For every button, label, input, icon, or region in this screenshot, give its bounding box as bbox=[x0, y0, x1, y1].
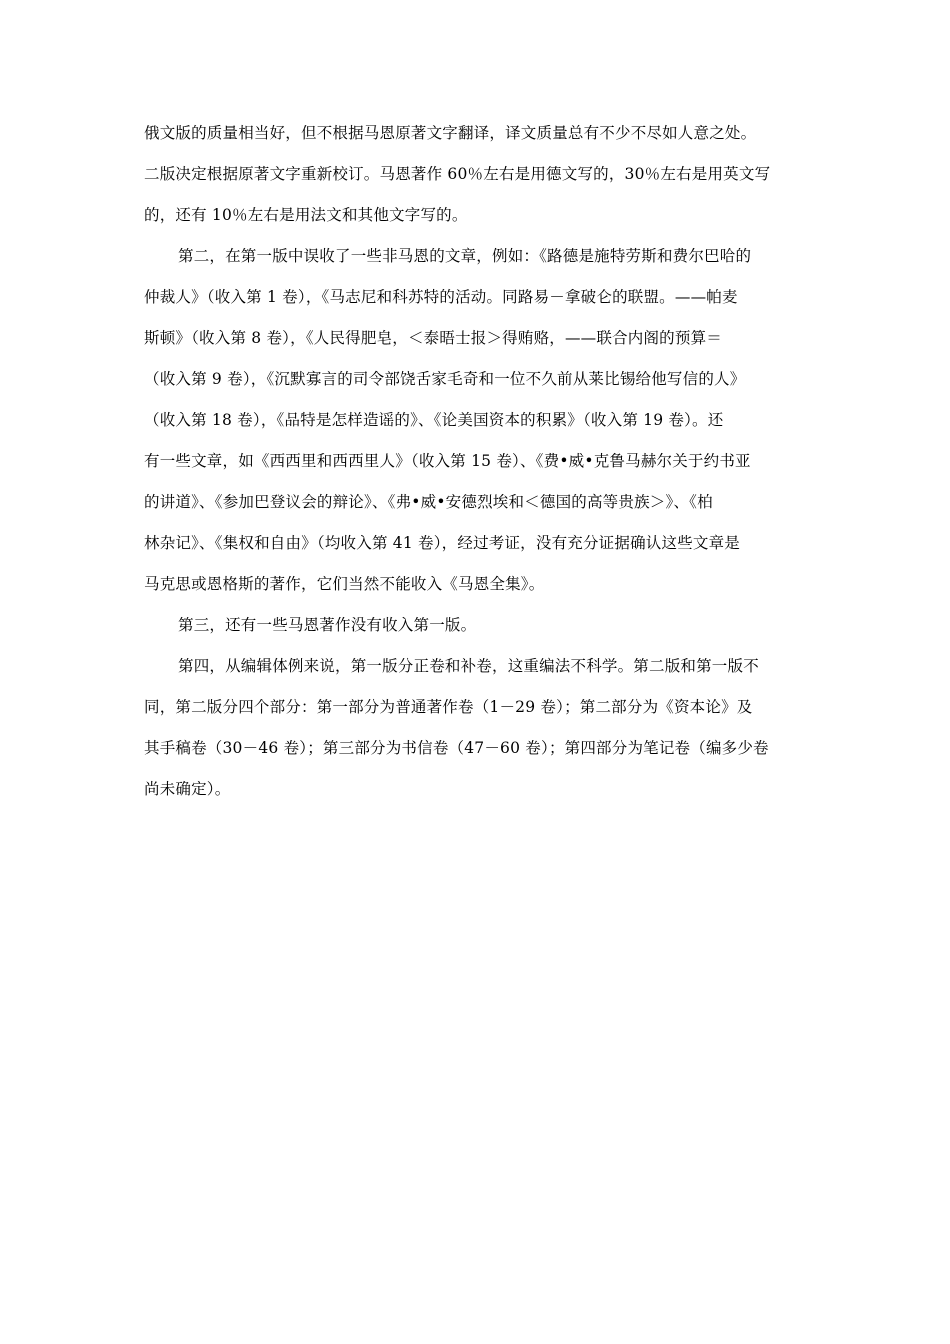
text-line: 二版决定根据原著文字重新校订。马恩著作 60％左右是用德文写的，30％左右是用英文写 bbox=[144, 165, 771, 183]
text-line: 俄文版的质量相当好，但不根据马恩原著文字翻译，译文质量总有不少不尽如人意之处。 bbox=[144, 124, 757, 142]
text-line: 的讲道》、《参加巴登议会的辩论》、《弗•威•安德烈埃和＜德国的高等贵族＞》、《柏 bbox=[144, 493, 713, 511]
text-line: 的，还有 10％左右是用法文和其他文字写的。 bbox=[144, 206, 468, 224]
text-line: 同，第二版分四个部分：第一部分为普通著作卷（1－29 卷）；第二部分为《资本论》及 bbox=[144, 698, 753, 716]
paragraph-second-start: 第二，在第一版中误收了一些非马恩的文章，例如：《路德是施特劳斯和费尔巴哈的 bbox=[178, 247, 752, 265]
text-line: 其手稿卷（30－46 卷）；第三部分为书信卷（47－60 卷）；第四部分为笔记卷（编多少卷 bbox=[144, 739, 769, 757]
text-line: 马克思或恩格斯的著作，它们当然不能收入《马恩全集》。 bbox=[144, 575, 545, 593]
text-line: 尚未确定）。 bbox=[144, 780, 231, 798]
text-line: 有一些文章，如《西西里和西西里人》（收入第 15 卷）、《费•威•克鲁马赫尔关于约书亚 bbox=[144, 452, 751, 470]
text-line: （收入第 9 卷），《沉默寡言的司令部饶舌家毛奇和一位不久前从莱比锡给他写信的人》 bbox=[144, 370, 746, 388]
paragraph-third: 第三，还有一些马恩著作没有收入第一版。 bbox=[178, 616, 477, 634]
text-line: 斯顿》（收入第 8 卷），《人民得肥皂，＜泰晤士报＞得贿赂，——联合内阁的预算＝ bbox=[144, 329, 722, 347]
text-line: 仲裁人》（收入第 1 卷），《马志尼和科苏特的活动。同路易－拿破仑的联盟。——帕麦 bbox=[144, 288, 738, 306]
text-line: （收入第 18 卷），《品特是怎样造谣的》、《论美国资本的积累》（收入第 19 卷）。还 bbox=[144, 411, 724, 429]
paragraph-fourth-start: 第四，从编辑体例来说，第一版分正卷和补卷，这重编法不科学。第二版和第一版不 bbox=[178, 657, 759, 675]
text-line: 林杂记》、《集权和自由》（均收入第 41 卷），经过考证，没有充分证据确认这些文章是 bbox=[144, 534, 740, 552]
